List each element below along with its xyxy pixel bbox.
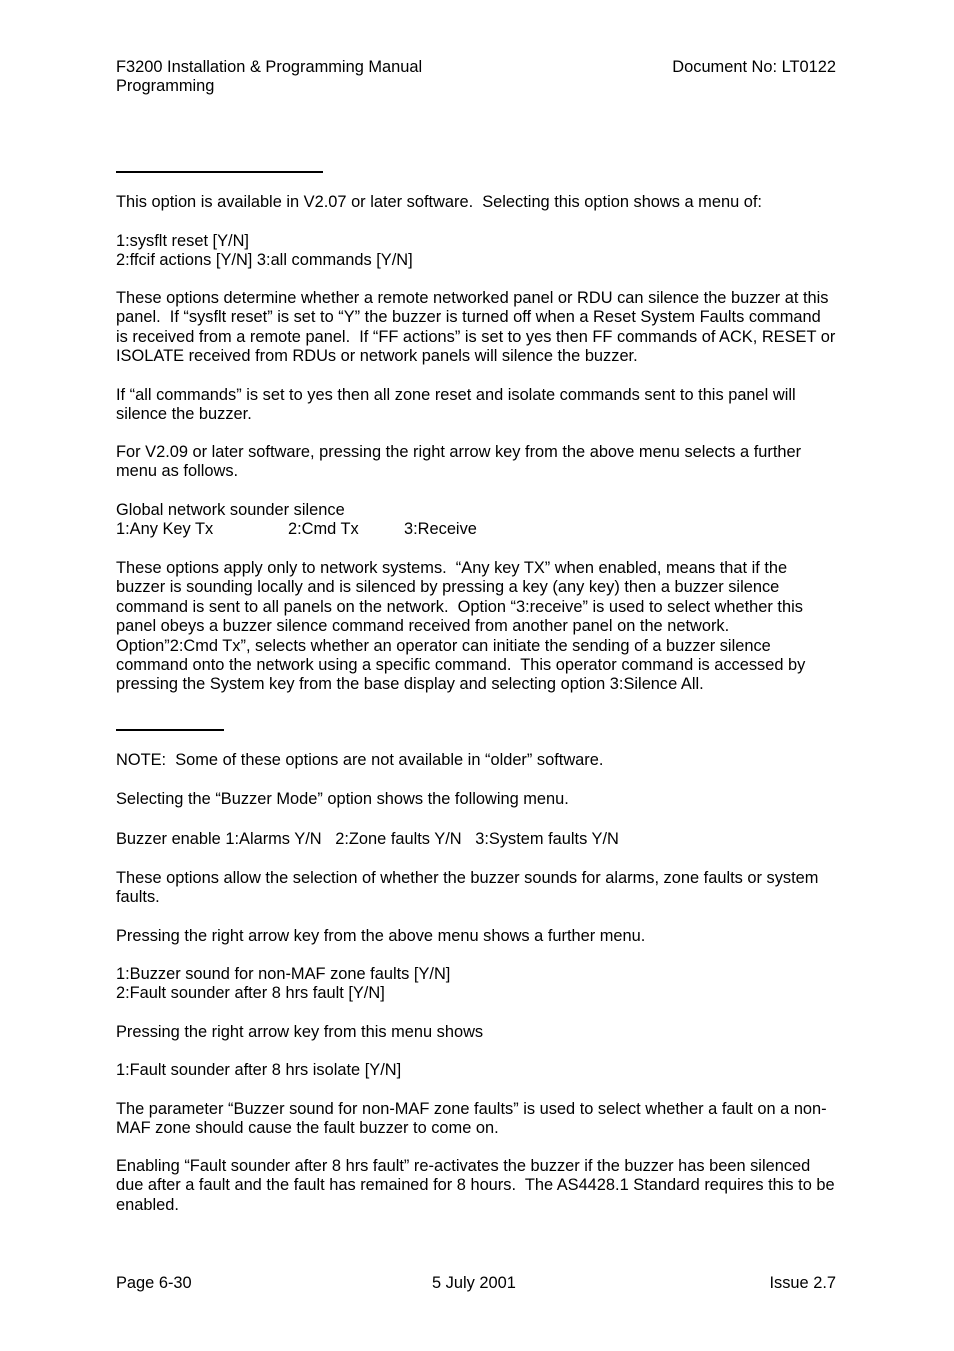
block1-menu-line1: 1:sysflt reset [Y/N] [116,232,249,250]
block1-para2: If “all commands” is set to yes then all zone reset and isolate commands sent to this panel will silence the buzzer. [116,386,801,424]
document-number: Document No: LT0122 [672,58,836,76]
block2-para5: Enabling “Fault sounder after 8 hrs fault” re-activates the buzzer if the buzzer has been silenced due after a fault and the fault has remained for 8 hours. The AS4428.1 Standard requires this to be enabled. [116,1157,840,1214]
section-rule-2 [116,729,224,731]
block1-intro: This option is available in V2.07 or later software. Selecting this option shows a menu of: [116,193,762,211]
buzzer-enable-menu: Buzzer enable 1:Alarms Y/N 2:Zone faults Y/N 3:System faults Y/N [116,830,619,848]
footer-issue: Issue 2.7 [769,1274,836,1292]
global-network-title: Global network sounder silence [116,501,345,519]
block2-menu-line2: 2:Fault sounder after 8 hrs fault [Y/N] [116,984,385,1002]
block2-para3: Pressing the right arrow key from this menu shows [116,1023,484,1041]
block1-menu-line2: 2:ffcif actions [Y/N] 3:all commands [Y/N] [116,251,413,269]
block2-para4: The parameter “Buzzer sound for non-MAF zone faults” is used to select whether a fault on a non-MAF zone should cause the fault buzzer to come on. [116,1100,827,1138]
footer-page: Page 6-30 [116,1274,192,1292]
block2-menu-line3: 1:Fault sounder after 8 hrs isolate [Y/N] [116,1061,402,1079]
block1-para4: These options apply only to network systems. “Any key TX” when enabled, means that if the buzzer is sounding locally and is silenced by pressing a key (any key) then a buzzer silence command is sent to all panels on the network. Option “3:receive” is used to select whether this panel obeys a buzzer silence command received from another panel on the network. Option”2:Cmd Tx”, selects whether an operator can initiate the sending of a buzzer silence command onto the network using a specific command. This operator command is accessed by pressing the System key from the base display and selecting option 3:Silence All. [116,559,810,694]
global-opt-1: 1:Any Key Tx [116,520,214,538]
block1-para3: For V2.09 or later software, pressing the right arrow key from the above menu selects a further menu as follows. [116,443,806,481]
block2-para1: These options allow the selection of whether the buzzer sounds for alarms, zone faults or system faults. [116,869,823,907]
block2-note: NOTE: Some of these options are not available in “older” software. [116,751,604,769]
block1-para1: These options determine whether a remote networked panel or RDU can silence the buzzer at this panel. If “sysflt reset” is set to “Y” the buzzer is turned off when a Reset System Faults command is received from a remote panel. If “FF actions” is set to yes then FF commands of ACK, RESET or ISOLATE received from RDUs or network panels will silence the buzzer. [116,289,840,366]
section-name: Programming [116,77,215,96]
block2-para2: Pressing the right arrow key from the above menu shows a further menu. [116,927,646,945]
global-opt-2: 2:Cmd Tx [288,520,359,538]
block2-menu-line1: 1:Buzzer sound for non-MAF zone faults [Y/N] [116,965,451,983]
block2-select: Selecting the “Buzzer Mode” option shows the following menu. [116,790,569,808]
header-left [116,58,422,97]
global-opt-3: 3:Receive [404,520,477,538]
section-rule-1 [116,171,323,173]
footer-date: 5 July 2001 [432,1274,516,1292]
manual-title: F3200 Installation & Programming Manual [116,58,423,76]
